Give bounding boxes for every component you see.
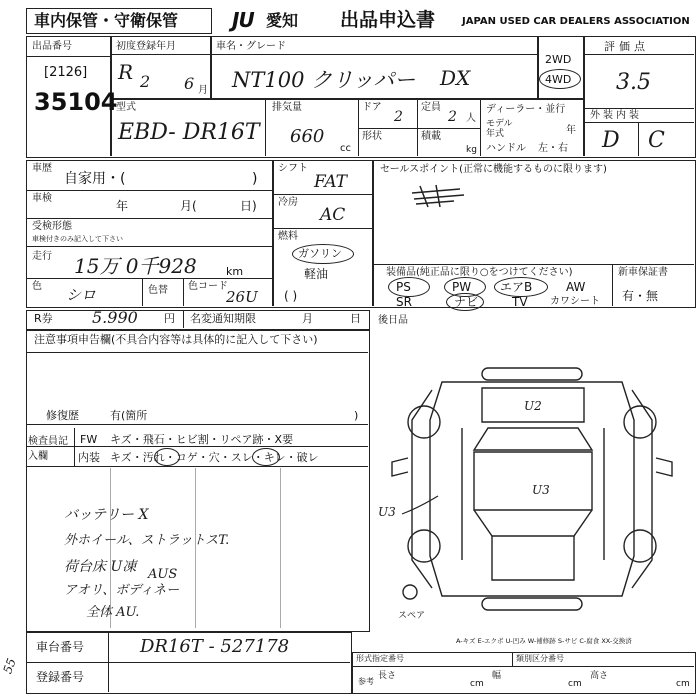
diagram-mark-center: U3	[532, 483, 550, 497]
later-items-label: 後日品	[378, 315, 408, 326]
drive-4wd: 4WD	[545, 73, 572, 86]
spec-cap-value: 2	[448, 109, 457, 125]
equip-pw: PW	[452, 280, 472, 294]
registration-era: R	[118, 60, 134, 84]
equip-sr: SR	[396, 295, 412, 309]
shift-label: シフト	[278, 163, 308, 174]
spec-load-label: 積載	[421, 131, 441, 142]
chassis-value: DR16T - 527178	[140, 636, 290, 657]
model-name-label: 車名・グレード	[216, 41, 286, 52]
spec-model-year-label: モデル年式	[486, 119, 513, 139]
spec-handle-label: ハンドル	[486, 143, 526, 154]
spec-door-label: ドア	[362, 102, 382, 113]
ac-label: 冷房	[278, 197, 298, 208]
inspect-day: 日)	[240, 199, 257, 213]
registration-month-unit: 月	[198, 85, 208, 96]
recv-label: 受検形態	[32, 221, 72, 232]
registration-year: 2	[140, 72, 151, 91]
equipment-label: 装備品(純正品に限り○をつけてください)	[386, 267, 573, 278]
spare-label: スペア	[398, 611, 426, 621]
shift-value: FAT	[314, 172, 348, 192]
damage-legend: A-キズ E-エクボ U-凹み W-補修跡 S-サビ C-腐食 XX-交換済	[456, 637, 632, 645]
spec-shape-label: 形状	[362, 131, 382, 142]
equip-leather: カワシート	[550, 296, 600, 307]
recv-note: 車検付きのみ記入して下さい	[32, 235, 123, 243]
spec-load-unit: kg	[466, 145, 477, 155]
rating-exterior: D	[602, 128, 620, 153]
ref-label: 参考	[358, 677, 374, 686]
inspector-interior-label: 内装	[78, 451, 100, 464]
registration-month: 6	[184, 74, 195, 93]
ju-logo: JU	[232, 8, 254, 32]
length-cm: cm	[470, 679, 484, 689]
selling-points-label: セールスポイント(正常に機能するものに限ります)	[380, 164, 607, 175]
inspect-year: 年	[116, 199, 129, 213]
storage-text: 車内保管・守衛保管	[34, 11, 179, 30]
ext-int-label: 外装内装	[590, 110, 642, 121]
selling-points-scribble	[410, 183, 470, 209]
inspector-interior-items: キズ・汚れ・コゲ・穴・スレ・キレ・破レ	[110, 451, 319, 464]
inspector-fw-items: キズ・飛石・ヒビ割・リペア跡・X要	[110, 433, 294, 446]
equip-ps: PS	[396, 280, 411, 294]
rating-interior: C	[648, 128, 665, 153]
notes-label: 注意事項申告欄(不具合内容等は具体的に記入して下さい)	[34, 333, 318, 346]
length-label: 長さ	[378, 671, 397, 681]
height-label: 高さ	[590, 671, 609, 681]
org-name: 愛知	[266, 11, 299, 30]
transfer-day: 日	[350, 312, 361, 325]
middle-section-frame	[26, 160, 696, 308]
inspector-note-brace: AUS	[148, 567, 178, 582]
reg-label: 登録番号	[36, 670, 85, 684]
lot-label: 出品番号	[32, 41, 72, 52]
inspector-note-1: バッテリー X	[64, 507, 149, 523]
fuel-label: 燃料	[278, 231, 298, 242]
tax-label: R券	[34, 312, 53, 325]
equip-navi-circle	[446, 293, 484, 311]
rating-label: 評価点	[604, 40, 649, 53]
color-value: シロ	[66, 286, 97, 304]
class-number-label: 類別区分番号	[516, 654, 564, 663]
transfer-month: 月	[302, 312, 313, 325]
equip-airbag-circle	[494, 277, 548, 297]
equip-ps-circle	[388, 277, 430, 297]
repair-close: )	[354, 409, 359, 422]
fuel-value: ガソリン	[298, 247, 342, 260]
equip-aw: AW	[566, 280, 586, 294]
interior-stain-circle	[154, 448, 180, 466]
inspect-label: 車検	[32, 193, 52, 204]
inspector-note-2: 外ホイール、ストラットスT.	[64, 533, 230, 548]
spec-door-value: 2	[394, 109, 403, 125]
equip-airbag: エアB	[500, 280, 533, 294]
history-value: 自家用・(	[64, 171, 126, 187]
chassis-label: 車台番号	[36, 640, 85, 654]
spec-disp-unit: cc	[340, 143, 351, 154]
fuel-alt: 軽油	[304, 267, 329, 281]
spec-model-label: 型式	[116, 102, 136, 113]
color-sub-label: 色替	[148, 285, 168, 296]
spec-handle-opts: 左・右	[538, 143, 568, 154]
width-label: 幅	[492, 671, 502, 681]
mileage-label: 走行	[32, 251, 52, 262]
spec-disp-value: 660	[290, 126, 325, 147]
color-code-label: 色コード	[188, 281, 228, 292]
association-name: JAPAN USED CAR DEALERS ASSOCIATION	[462, 16, 690, 27]
history-close: )	[252, 171, 258, 187]
diagram-leader-line	[400, 494, 440, 518]
spec-model-code: EBD- DR16T	[118, 120, 260, 145]
diagram-mark-left: U3	[378, 505, 396, 519]
doc-title: 出品申込書	[340, 9, 436, 31]
inspector-fw-label: FW	[80, 433, 98, 446]
inspector-label: 検査員記入欄	[28, 436, 68, 462]
margin-note: 55	[0, 656, 19, 676]
history-label: 車歴	[32, 163, 52, 174]
equip-navi: ナビ	[454, 295, 479, 309]
spec-disp-label: 排気量	[272, 102, 302, 113]
rating-score: 3.5	[616, 70, 651, 95]
interior-scuff-circle	[252, 448, 280, 466]
transfer-label: 名変通知期限	[190, 312, 256, 325]
diagram-mark-top: U2	[524, 399, 542, 413]
model-name-value: NT100 クリッパー	[232, 68, 416, 92]
lot-number: 35104	[34, 88, 118, 116]
spec-dealer-label: ディーラー・並行	[486, 104, 566, 115]
color-code: 26U	[226, 288, 258, 306]
repair-label: 修復歴	[46, 409, 79, 422]
spec-model-year-unit: 年	[566, 125, 576, 136]
registration-label: 初度登録年月	[116, 41, 176, 52]
inspector-note-3: 荷台床 U凍	[64, 559, 137, 575]
color-label: 色	[32, 281, 42, 292]
tax-unit: 円	[164, 312, 175, 325]
equip-tv: TV	[512, 295, 528, 309]
inspector-note-4: アオリ、ボディネー	[64, 583, 180, 598]
repair-value: 有(箇所	[110, 409, 148, 422]
tax-value: 5.990	[92, 308, 138, 327]
mileage-unit: km	[226, 265, 244, 278]
new-warranty-label: 新車保証書	[618, 267, 668, 278]
form-number-label: 形式指定番号	[356, 654, 404, 663]
spec-cap-unit: 人	[466, 113, 476, 124]
inspect-month: 月(	[180, 199, 197, 213]
spec-cap-label: 定員	[421, 102, 441, 113]
drive-2wd: 2WD	[545, 53, 572, 66]
mileage-value: 15万 0千928	[74, 254, 197, 278]
width-cm: cm	[568, 679, 582, 689]
new-warranty-opts: 有・無	[622, 289, 659, 303]
fuel-paren: ( )	[284, 289, 298, 303]
lot-code: [2126]	[44, 65, 88, 80]
height-cm: cm	[676, 679, 690, 689]
inspector-note-5: 全体 AU.	[86, 605, 140, 620]
model-grade: DX	[440, 66, 471, 90]
ac-value: AC	[320, 205, 346, 225]
